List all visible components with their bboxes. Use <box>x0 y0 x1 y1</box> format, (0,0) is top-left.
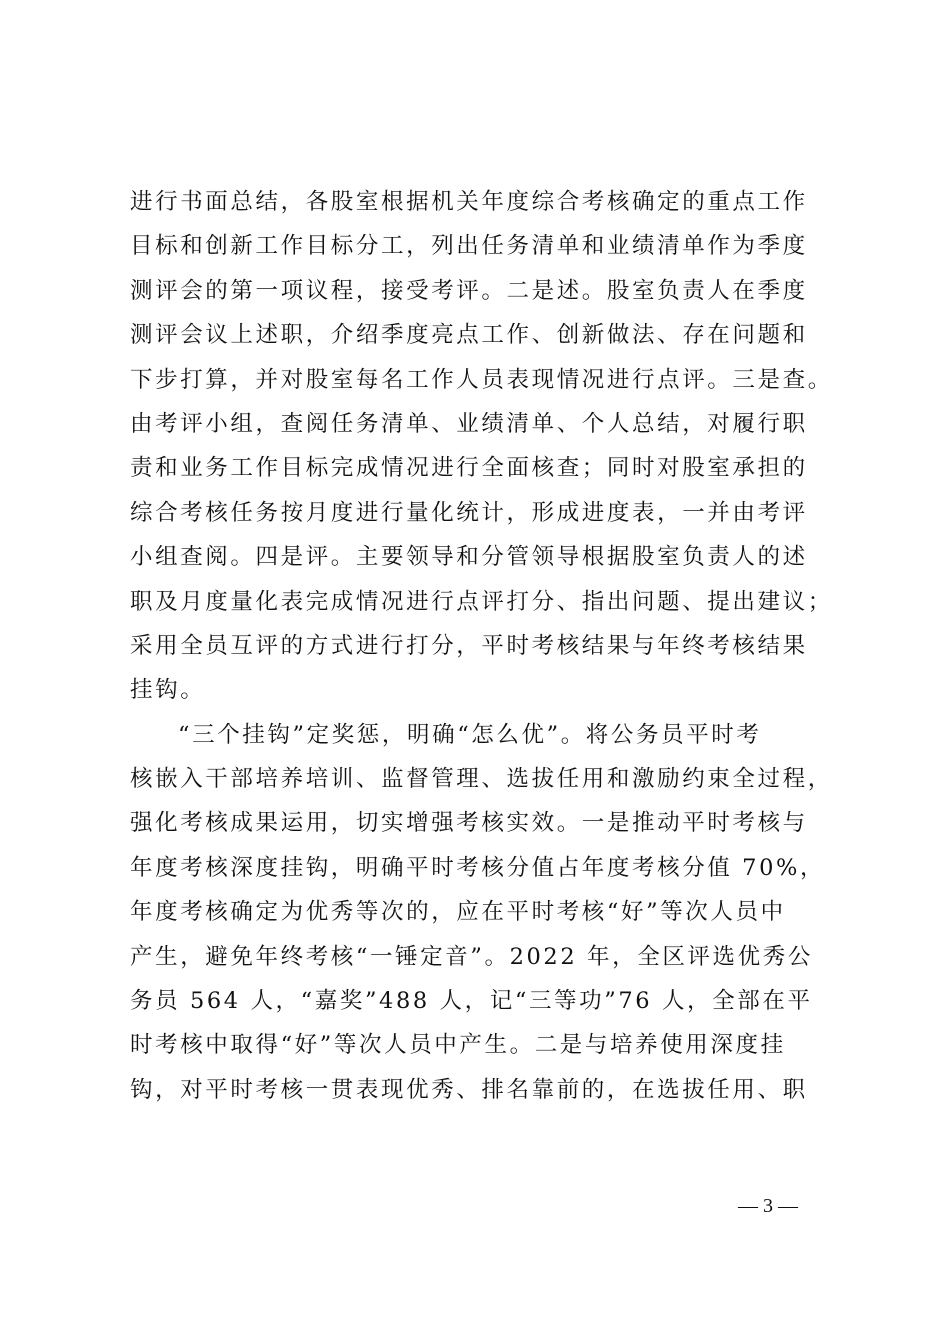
text-line: 下步打算，并对股室每名工作人员表现情况进行点评。三是查。 <box>130 366 833 393</box>
text-line: 核嵌入干部培养培训、监督管理、选拔任用和激励约束全过程， <box>130 766 833 793</box>
text-line: 综合考核任务按月度进行量化统计，形成进度表，一并由考评 <box>130 499 808 526</box>
text-line: 责和业务工作目标完成情况进行全面核查；同时对股室承担的 <box>130 455 808 482</box>
text-line: 采用全员互评的方式进行打分，平时考核结果与年终考核结果 <box>130 632 808 659</box>
text-line: 测评会的第一项议程，接受考评。二是述。股室负责人在季度 <box>130 277 808 304</box>
text-line: 务员 564 人，“嘉奖”488 人，记“三等功”76 人，全部在平 <box>130 988 813 1015</box>
text-line: 目标和创新工作目标分工，列出任务清单和业绩清单作为季度 <box>130 233 808 260</box>
text-line: 由考评小组，查阅任务清单、业绩清单、个人总结，对履行职 <box>130 410 808 437</box>
text-line: 时考核中取得“好”等次人员中产生。二是与培养使用深度挂 <box>130 1032 786 1059</box>
page-number: — 3 — <box>738 1195 798 1217</box>
text-line: 职及月度量化表完成情况进行点评打分、指出问题、提出建议； <box>130 588 833 615</box>
text-line: 进行书面总结，各股室根据机关年度综合考核确定的重点工作 <box>130 189 808 215</box>
text-line: 产生，避免年终考核“一锤定音”。2022 年，全区评选优秀公 <box>130 943 813 970</box>
text-line: 挂钩。 <box>130 677 206 704</box>
text-line: 年度考核深度挂钩，明确平时考核分值占年度考核分值 70%， <box>130 854 826 881</box>
paragraph-start-line: “三个挂钩”定奖惩，明确“怎么优”。将公务员平时考 <box>178 721 762 748</box>
text-line: 钩，对平时考核一贯表现优秀、排名靠前的，在选拔任用、职 <box>130 1076 808 1103</box>
text-line: 年度考核确定为优秀等次的，应在平时考核“好”等次人员中 <box>130 899 786 926</box>
text-line: 强化考核成果运用，切实增强考核实效。一是推动平时考核与 <box>130 810 808 837</box>
text-line: 小组查阅。四是评。主要领导和分管领导根据股室负责人的述 <box>130 544 808 571</box>
body-text <box>130 180 850 1112</box>
text-line: 测评会议上述职，介绍季度亮点工作、创新做法、存在问题和 <box>130 322 808 349</box>
